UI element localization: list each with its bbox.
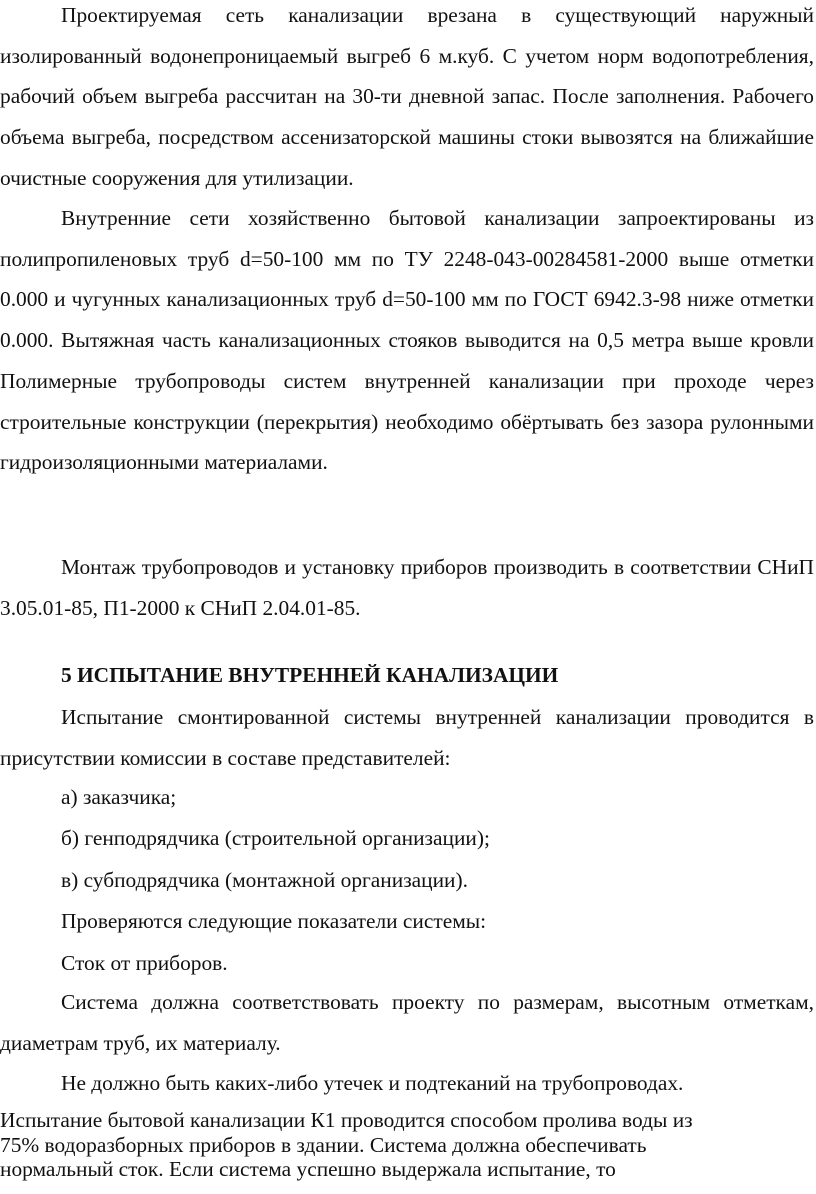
test-method-line: Испытание бытовой канализации К1 проводится способом пролива воды из bbox=[0, 1108, 693, 1132]
list-item-subcontractor: в) субподрядчика (монтажной организации). bbox=[61, 868, 468, 892]
paragraph-installation: Монтаж трубопроводов и установку приборов производить в соответствии СНиП 3.05.01-85, П1-2000 к СНиП 2.04.01-85. bbox=[0, 555, 814, 620]
paragraph-sewer-network: Проектируемая сеть канализации врезана в существующий наружный изолированный водонепроницаемый выгреб 6 м.куб. С учетом норм водопотребления, рабочий объем выгреба рассчитан на 30-ти дневной запас. После заполнения. Рабочего объема выгреба, посредством ассенизаторской машины стоки вывозятся на ближайшие очистные сооружения для утилизации. bbox=[0, 3, 814, 190]
test-method-line: 75% водоразборных приборов в здании. Система должна обеспечивать bbox=[0, 1132, 647, 1157]
paragraph-check-item: Сток от приборов. bbox=[61, 951, 228, 975]
list-item-general-contractor: б) генподрядчика (строительной организации); bbox=[61, 826, 490, 850]
list-item-customer: а) заказчика; bbox=[61, 785, 177, 809]
paragraph-test-intro: Испытание смонтированной системы внутренней канализации проводится в присутствии комиссии в составе представителей: bbox=[0, 705, 814, 770]
paragraph-no-leaks: Не должно быть каких-либо утечек и подтеканий на трубопроводах. bbox=[61, 1071, 684, 1095]
paragraph-internal-networks: Внутренние сети хозяйственно бытовой канализации запроектированы из полипропиленовых труб d=50-100 мм по ТУ 2248-043-00284581-2000 выше отметки 0.000 и чугунных канализационных труб d=50-100 мм по ГОСТ 6942.3-98 ниже отметки 0.000. Вытяжная часть канализационных стояков выводится на 0,5 метра выше кровли Полимерные трубопроводы систем внутренней канализации при проходе через строительные конструкции (перекрытия) необходимо обёртывать без зазора рулонными гидроизоляционными материалами. bbox=[0, 206, 814, 475]
section-heading: 5 ИСПЫТАНИЕ ВНУТРЕННЕЙ КАНАЛИЗАЦИИ bbox=[61, 663, 559, 687]
paragraph-test-method bbox=[0, 1108, 770, 1182]
test-method-line: нормальный сток. Если система успешно выдержала испытание, то bbox=[0, 1157, 616, 1181]
paragraph-conformity: Система должна соответствовать проекту по размерам, высотным отметкам, диаметрам труб, их материалу. bbox=[0, 990, 814, 1055]
paragraph-checks-intro: Проверяются следующие показатели системы: bbox=[61, 909, 487, 933]
